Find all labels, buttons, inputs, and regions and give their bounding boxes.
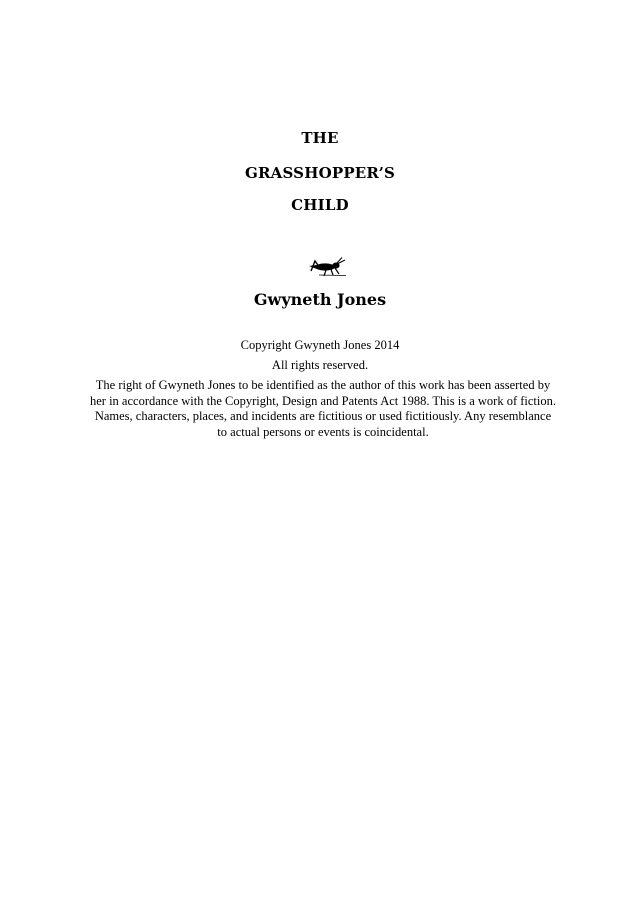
title-line-child: CHILD: [291, 196, 349, 214]
rights-reserved-line: All rights reserved.: [271, 358, 369, 372]
notice-line: Names, characters, places, and incidents are fictitious or used fictitiously. Any resemblance: [94, 409, 552, 424]
notice-line: her in accordance with the Copyright, Design and Patents Act 1988. This is a work of fiction.: [90, 393, 556, 408]
title-line-the: THE: [301, 129, 339, 147]
author-name: Gwyneth Jones: [253, 290, 387, 309]
notice-line: The right of Gwyneth Jones to be identified as the author of this work has been asserted by: [95, 378, 551, 392]
grasshopper-icon: [306, 256, 348, 278]
notice-line: to actual persons or events is coincidental.: [217, 424, 429, 439]
copyright-notice: [78, 378, 568, 440]
copyright-line: Copyright Gwyneth Jones 2014: [240, 338, 400, 352]
title-line-grasshoppers: GRASSHOPPER’S: [244, 164, 396, 182]
